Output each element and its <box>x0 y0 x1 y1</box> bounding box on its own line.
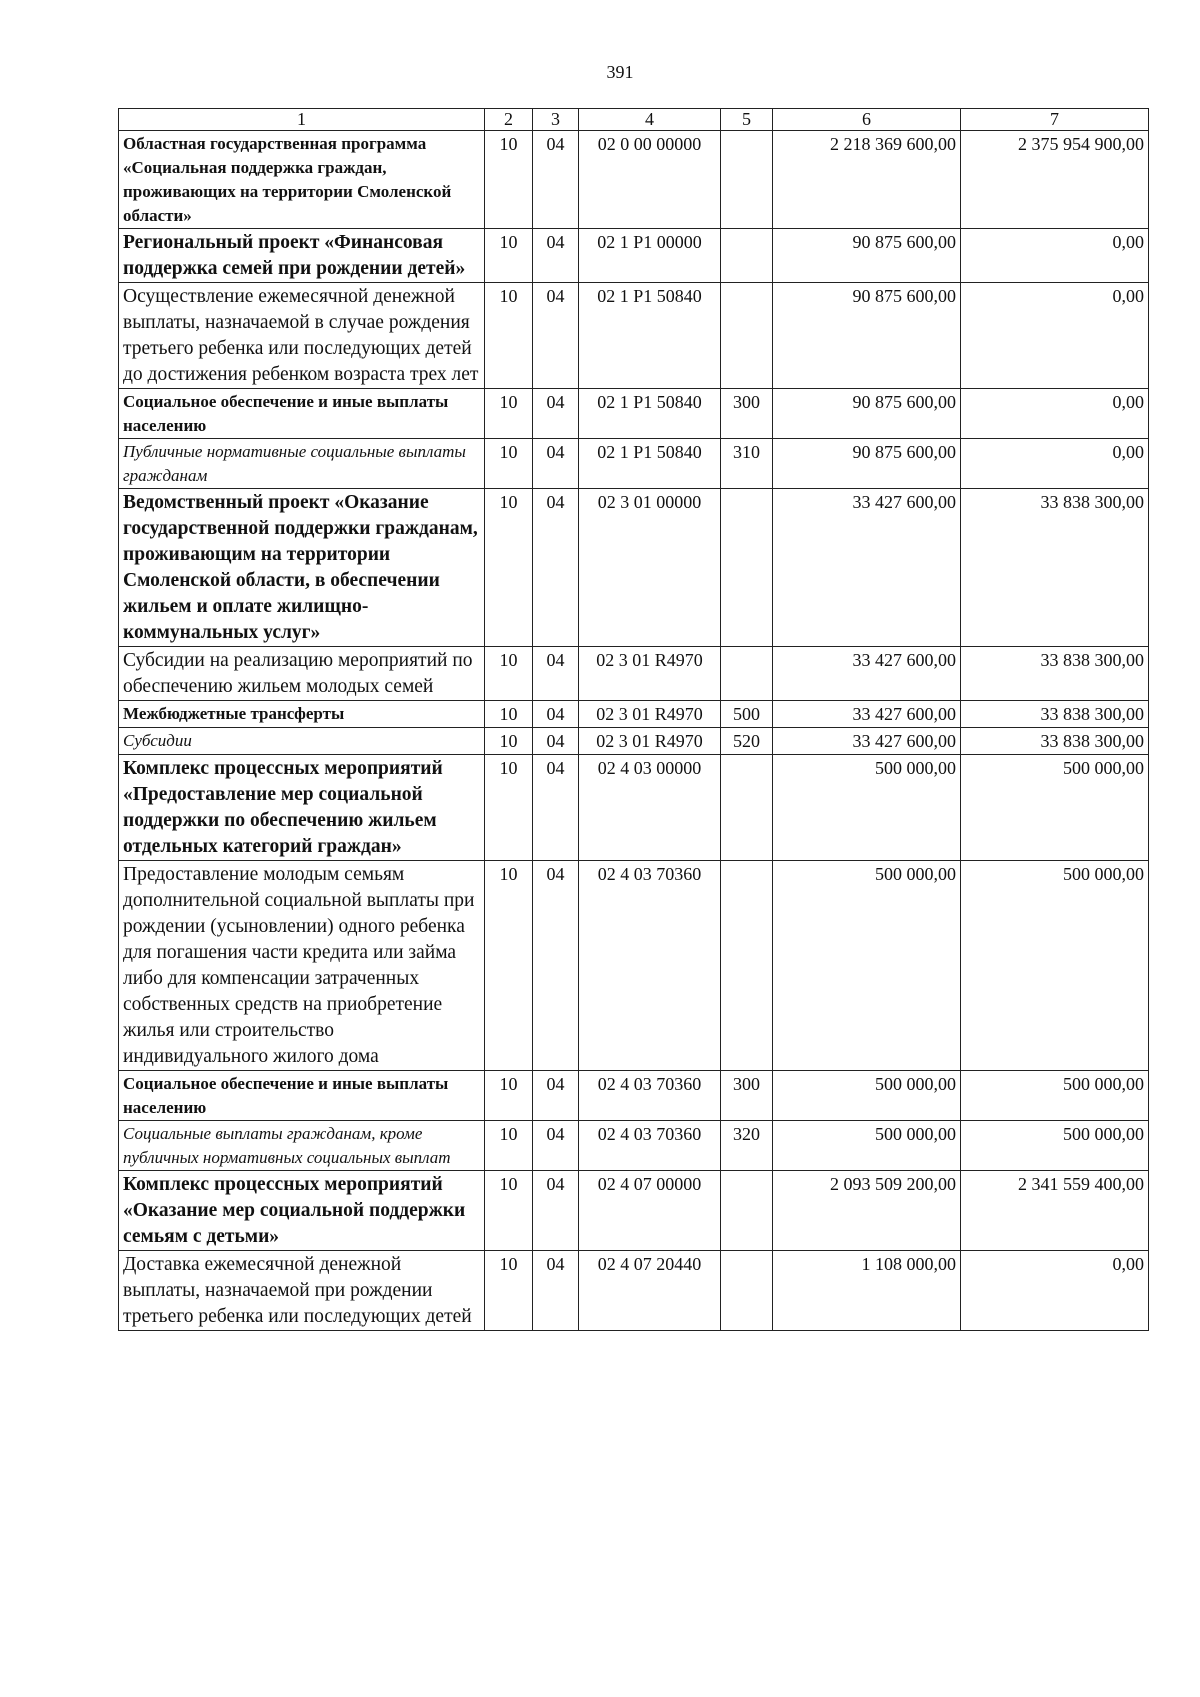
table-row <box>119 1121 1149 1171</box>
table-row <box>119 1251 1149 1331</box>
subsection-code-cell: 04 <box>533 861 579 1071</box>
amount-year2-cell: 0,00 <box>961 439 1149 489</box>
expense-type-cell <box>721 861 773 1071</box>
table-row <box>119 861 1149 1071</box>
amount-year1-cell: 90 875 600,00 <box>773 389 961 439</box>
target-article-cell: 02 4 07 00000 <box>579 1171 721 1251</box>
section-code-cell: 10 <box>485 1171 533 1251</box>
section-code-cell: 10 <box>485 1121 533 1171</box>
subsection-code-cell: 04 <box>533 728 579 755</box>
target-article-cell: 02 4 03 00000 <box>579 755 721 861</box>
section-code-cell: 10 <box>485 131 533 229</box>
amount-year1-cell: 2 093 509 200,00 <box>773 1171 961 1251</box>
amount-year1-cell: 33 427 600,00 <box>773 701 961 728</box>
section-code-cell: 10 <box>485 1071 533 1121</box>
section-code-cell: 10 <box>485 389 533 439</box>
row-name-cell: Комплекс процессных мероприятий «Оказание мер социальной поддержки семьям с детьми» <box>119 1171 485 1251</box>
expense-type-cell: 500 <box>721 701 773 728</box>
subsection-code-cell: 04 <box>533 489 579 647</box>
section-code-cell: 10 <box>485 861 533 1071</box>
section-code-cell: 10 <box>485 439 533 489</box>
subsection-code-cell: 04 <box>533 283 579 389</box>
target-article-cell: 02 0 00 00000 <box>579 131 721 229</box>
subsection-code-cell: 04 <box>533 647 579 701</box>
target-article-cell: 02 1 P1 50840 <box>579 283 721 389</box>
expense-type-cell <box>721 1171 773 1251</box>
row-name-cell: Региональный проект «Финансовая поддержка семей при рождении детей» <box>119 229 485 283</box>
amount-year2-cell: 33 838 300,00 <box>961 489 1149 647</box>
subsection-code-cell: 04 <box>533 229 579 283</box>
target-article-cell: 02 1 P1 50840 <box>579 389 721 439</box>
section-code-cell: 10 <box>485 647 533 701</box>
amount-year2-cell: 500 000,00 <box>961 755 1149 861</box>
section-code-cell: 10 <box>485 755 533 861</box>
expense-type-cell: 310 <box>721 439 773 489</box>
amount-year2-cell: 500 000,00 <box>961 861 1149 1071</box>
target-article-cell: 02 3 01 R4970 <box>579 647 721 701</box>
expense-type-cell <box>721 1251 773 1331</box>
row-name-cell: Комплекс процессных мероприятий «Предоставление мер социальной поддержки по обеспечению жильем отдельных категорий граждан» <box>119 755 485 861</box>
col-header-1: 1 <box>119 109 485 131</box>
col-header-3: 3 <box>533 109 579 131</box>
amount-year2-cell: 500 000,00 <box>961 1071 1149 1121</box>
row-name-cell: Областная государственная программа «Социальная поддержка граждан, проживающих на территории Смоленской области» <box>119 131 485 229</box>
amount-year1-cell: 1 108 000,00 <box>773 1251 961 1331</box>
expense-type-cell <box>721 131 773 229</box>
subsection-code-cell: 04 <box>533 1251 579 1331</box>
page-number: 391 <box>606 62 634 82</box>
subsection-code-cell: 04 <box>533 1121 579 1171</box>
target-article-cell: 02 4 03 70360 <box>579 1121 721 1171</box>
amount-year2-cell: 33 838 300,00 <box>961 701 1149 728</box>
row-name-cell: Субсидии на реализацию мероприятий по обеспечению жильем молодых семей <box>119 647 485 701</box>
amount-year1-cell: 500 000,00 <box>773 755 961 861</box>
expense-type-cell: 300 <box>721 1071 773 1121</box>
expense-type-cell: 320 <box>721 1121 773 1171</box>
table-row <box>119 728 1149 755</box>
subsection-code-cell: 04 <box>533 439 579 489</box>
table-row <box>119 1171 1149 1251</box>
amount-year2-cell: 0,00 <box>961 229 1149 283</box>
amount-year2-cell: 0,00 <box>961 283 1149 389</box>
header-row <box>119 109 1149 131</box>
expense-type-cell <box>721 647 773 701</box>
col-header-7: 7 <box>961 109 1149 131</box>
section-code-cell: 10 <box>485 701 533 728</box>
expense-type-cell <box>721 229 773 283</box>
amount-year1-cell: 90 875 600,00 <box>773 229 961 283</box>
table-row <box>119 229 1149 283</box>
row-name-cell: Социальное обеспечение и иные выплаты населению <box>119 389 485 439</box>
table-row <box>119 701 1149 728</box>
col-header-2: 2 <box>485 109 533 131</box>
row-name-cell: Доставка ежемесячной денежной выплаты, назначаемой при рождении третьего ребенка или последующих детей <box>119 1251 485 1331</box>
target-article-cell: 02 3 01 00000 <box>579 489 721 647</box>
amount-year2-cell: 2 375 954 900,00 <box>961 131 1149 229</box>
expense-type-cell: 520 <box>721 728 773 755</box>
target-article-cell: 02 4 03 70360 <box>579 861 721 1071</box>
amount-year2-cell: 2 341 559 400,00 <box>961 1171 1149 1251</box>
row-name-cell: Ведомственный проект «Оказание государственной поддержки гражданам, проживающим на территории Смоленской области, в обеспечении жильем и оплате жилищно-коммунальных услуг» <box>119 489 485 647</box>
col-header-4: 4 <box>579 109 721 131</box>
target-article-cell: 02 1 P1 50840 <box>579 439 721 489</box>
row-name-cell: Социальные выплаты гражданам, кроме публичных нормативных социальных выплат <box>119 1121 485 1171</box>
section-code-cell: 10 <box>485 283 533 389</box>
table-row <box>119 647 1149 701</box>
table-row <box>119 283 1149 389</box>
subsection-code-cell: 04 <box>533 389 579 439</box>
amount-year1-cell: 33 427 600,00 <box>773 647 961 701</box>
subsection-code-cell: 04 <box>533 755 579 861</box>
amount-year2-cell: 0,00 <box>961 389 1149 439</box>
section-code-cell: 10 <box>485 229 533 283</box>
col-header-6: 6 <box>773 109 961 131</box>
amount-year1-cell: 33 427 600,00 <box>773 489 961 647</box>
expense-type-cell: 300 <box>721 389 773 439</box>
section-code-cell: 10 <box>485 728 533 755</box>
row-name-cell: Субсидии <box>119 728 485 755</box>
table-row <box>119 489 1149 647</box>
target-article-cell: 02 3 01 R4970 <box>579 701 721 728</box>
target-article-cell: 02 4 03 70360 <box>579 1071 721 1121</box>
table-row <box>119 755 1149 861</box>
target-article-cell: 02 1 P1 00000 <box>579 229 721 283</box>
subsection-code-cell: 04 <box>533 1171 579 1251</box>
expense-type-cell <box>721 489 773 647</box>
col-header-5: 5 <box>721 109 773 131</box>
subsection-code-cell: 04 <box>533 701 579 728</box>
amount-year2-cell: 33 838 300,00 <box>961 647 1149 701</box>
target-article-cell: 02 3 01 R4970 <box>579 728 721 755</box>
row-name-cell: Осуществление ежемесячной денежной выплаты, назначаемой в случае рождения третьего ребенка или последующих детей до достижения ребенком возраста трех лет <box>119 283 485 389</box>
amount-year2-cell: 0,00 <box>961 1251 1149 1331</box>
amount-year1-cell: 90 875 600,00 <box>773 439 961 489</box>
table-row <box>119 131 1149 229</box>
subsection-code-cell: 04 <box>533 131 579 229</box>
row-name-cell: Межбюджетные трансферты <box>119 701 485 728</box>
amount-year1-cell: 500 000,00 <box>773 1071 961 1121</box>
expense-type-cell <box>721 755 773 861</box>
row-name-cell: Публичные нормативные социальные выплаты гражданам <box>119 439 485 489</box>
row-name-cell: Предоставление молодым семьям дополнительной социальной выплаты при рождении (усыновлении) одного ребенка для погашения части кредита или займа либо для компенсации затраченных собственных средств на приобретение жилья или строительство индивидуального жилого дома <box>119 861 485 1071</box>
amount-year1-cell: 500 000,00 <box>773 1121 961 1171</box>
amount-year2-cell: 33 838 300,00 <box>961 728 1149 755</box>
amount-year1-cell: 500 000,00 <box>773 861 961 1071</box>
amount-year1-cell: 33 427 600,00 <box>773 728 961 755</box>
target-article-cell: 02 4 07 20440 <box>579 1251 721 1331</box>
row-name-cell: Социальное обеспечение и иные выплаты населению <box>119 1071 485 1121</box>
expense-type-cell <box>721 283 773 389</box>
section-code-cell: 10 <box>485 1251 533 1331</box>
subsection-code-cell: 04 <box>533 1071 579 1121</box>
table-row <box>119 1071 1149 1121</box>
amount-year2-cell: 500 000,00 <box>961 1121 1149 1171</box>
budget-table <box>118 108 1149 1331</box>
amount-year1-cell: 2 218 369 600,00 <box>773 131 961 229</box>
table-row <box>119 389 1149 439</box>
section-code-cell: 10 <box>485 489 533 647</box>
amount-year1-cell: 90 875 600,00 <box>773 283 961 389</box>
table-row <box>119 439 1149 489</box>
